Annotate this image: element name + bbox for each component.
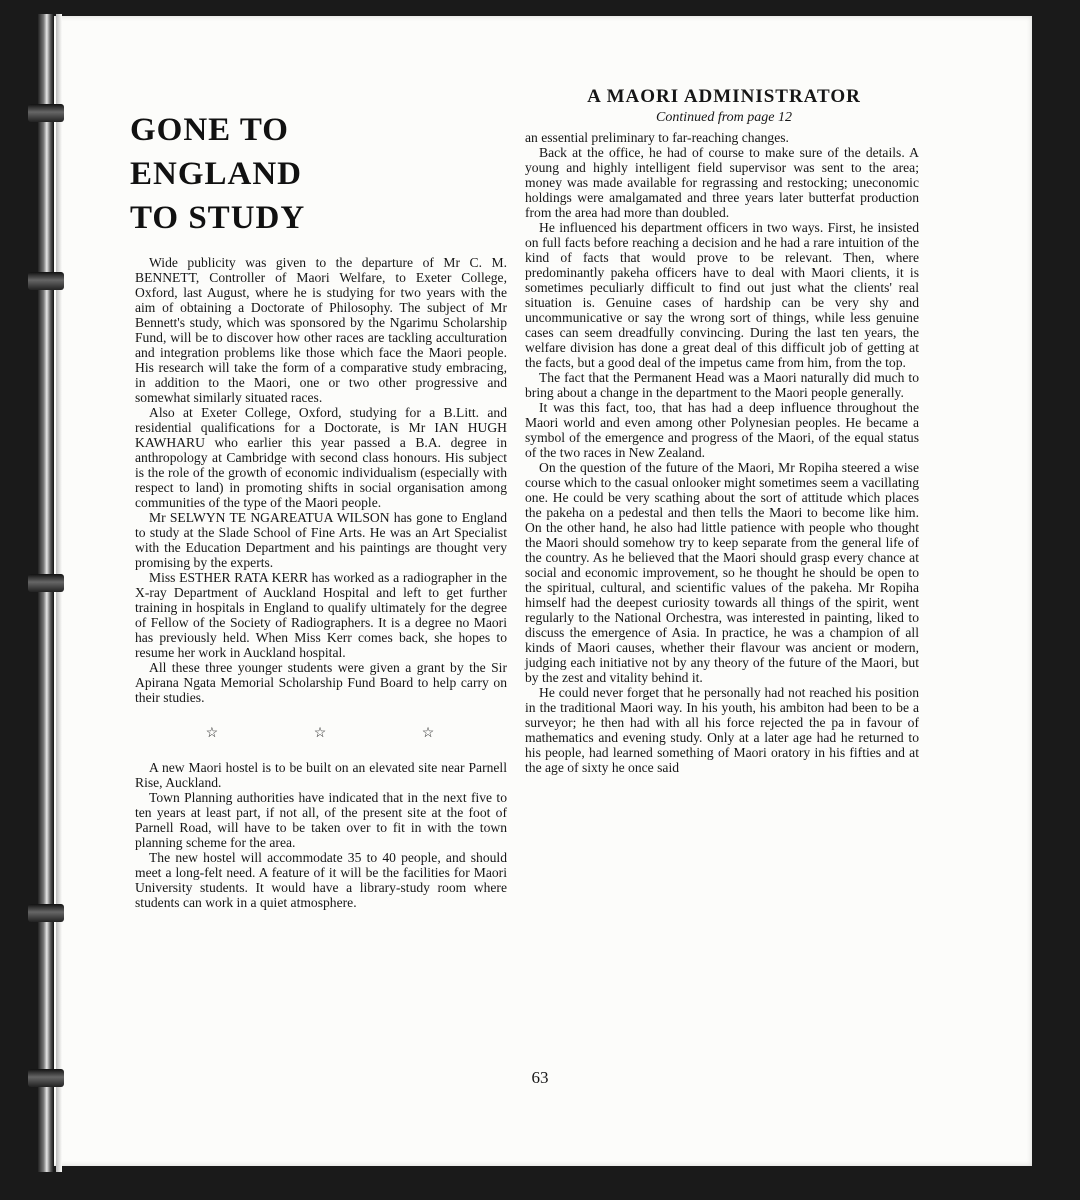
right-paragraph: On the question of the future of the Maori, Mr Ropiha steered a wise course which to the casual onlooker might sometimes seem a vacillating one. He could be very scathing about the sort of attitude which places the pakeha on a pedestal and then tells the Maori to become like him. On the other hand, he also had little patience with people who thought the Maori should somehow try to keep separate from the general life of the country. As he believed that the Maori should grasp every chance at social and economic improvement, so he thought he should be open to the spiritual, cultural, and scientific values of the pakeha. Mr Ropiha himself had the deepest curiosity towards all things of the spirit, went regularly to the National Orchestra, was interested in painting, liked to discuss the emergence of Asia. In practice, he was a champion of all kinds of Maori causes, whether their flavour was ancient or modern, judging each initiative not by any theory of the future of the Maori, but by the zest and vitality behind it.: [525, 460, 919, 685]
left-column: [135, 255, 507, 910]
right-article-heading: [528, 86, 920, 126]
left-paragraph: Miss ESTHER RATA KERR has worked as a radiographer in the X-ray Department of Auckland Hospital and left to get further training in hospitals in England to qualify ultimately for the degree of Fellow of the Society of Radiographers. It is a degree no Maori has previously held. When Miss Kerr comes back, she hopes to resume her work in Auckland hospital.: [135, 570, 507, 660]
continued-from-note: Continued from page 12: [656, 110, 792, 125]
left-paragraph: A new Maori hostel is to be built on an elevated site near Parnell Rise, Auckland.: [135, 760, 507, 790]
headline-line-1: GONE TO: [130, 112, 289, 148]
left-paragraph: Mr SELWYN TE NGAREATUA WILSON has gone to England to study at the Slade School of Fine Arts. He was an Art Specialist with the Education Department and his paintings are thought very promising by the experts.: [135, 510, 507, 570]
right-paragraph: He could never forget that he personally had not reached his position in the traditional Maori way. In his youth, his ambiton had been to be a surveyor; he then had with all his force rejected the pa in favour of mathematics and evening study. Only at a later age had he returned to his people, had learned something of Maori oratory in his fifties and at the age of sixty he once said: [525, 685, 919, 775]
right-column: [525, 130, 919, 775]
page-number: 63: [531, 1068, 549, 1087]
left-paragraph: Also at Exeter College, Oxford, studying for a B.Litt. and residential qualifications for a Doctorate, is Mr IAN HUGH KAWHARU who earlier this year passed a B.A. degree in anthropology at Cambridge with second class honours. His subject is the role of the growth of economic individualism (especially with respect to land) in promoting shifts in social organisation among communities of the type of the Maori people.: [135, 405, 507, 510]
headline-line-3: TO STUDY: [130, 200, 306, 236]
star-separator: ☆ ☆ ☆: [205, 726, 481, 741]
right-paragraph: He influenced his department officers in two ways. First, he insisted on full facts before reaching a decision and he had a rare intuition of the kind of facts that would prove to be relevant. Then, where predominantly pakeha officers have to deal with Maori clients, it is sometimes peculiarly difficult to find out just what the clients' real situation is. Genuine cases of hardship can be very shy and uncommunicative or say the wrong sort of things, while less genuine cases can seem dreadfully convincing. During the last ten years, the welfare division has done a great deal of this difficult job of getting at the facts, but a good deal of the impetus came from him, from the top.: [525, 220, 919, 370]
left-paragraph: Town Planning authorities have indicated that in the next five to ten years at least part, if not all, of the present site at the foot of Parnell Road, will have to be taken over to fit in with the town planning scheme for the area.: [135, 790, 507, 850]
right-paragraph: Back at the office, he had of course to make sure of the details. A young and highly intelligent field supervisor was sent to the area; money was made available for regrassing and restocking; uneconomic holdings were amalgamated and three years later butterfat production from the area had more than doubled.: [525, 145, 919, 220]
left-paragraph: The new hostel will accommodate 35 to 40 people, and should meet a long-felt need. A feature of it will be the facilities for Maori University students. It would have a library-study room where students can work in a quiet atmosphere.: [135, 850, 507, 910]
left-paragraph: All these three younger students were given a grant by the Sir Apirana Ngata Memorial Scholarship Fund Board to help carry on their studies.: [135, 660, 507, 705]
left-paragraph: Wide publicity was given to the departure of Mr C. M. BENNETT, Controller of Maori Welfare, to Exeter College, Oxford, last August, where he is studying for two years with the aim of obtaining a Doctorate of Philosophy. The subject of Mr Bennett's study, which was sponsored by the Ngarimu Scholarship Fund, will be to discover how other races are tackling acculturation and integration problems like those which face the Maori people. His research will take the form of a comparative study embracing, in addition to the Maori, one or two other progressive and somewhat similarly situated races.: [135, 255, 507, 405]
right-paragraph: an essential preliminary to far-reaching changes.: [525, 130, 789, 145]
right-paragraph: The fact that the Permanent Head was a Maori naturally did much to bring about a change in the department to the Maori people generally.: [525, 370, 919, 400]
headline-line-2: ENGLAND: [130, 156, 303, 192]
article-headline: [130, 108, 510, 240]
right-paragraph: It was this fact, too, that has had a deep influence throughout the Maori world and even among other Polynesian peoples. He became a symbol of the emergence and progress of the Maori, of the equal status of the two races in New Zealand.: [525, 400, 919, 460]
right-article-title: A MAORI ADMINISTRATOR: [587, 86, 861, 107]
page-binding: [0, 14, 82, 1172]
